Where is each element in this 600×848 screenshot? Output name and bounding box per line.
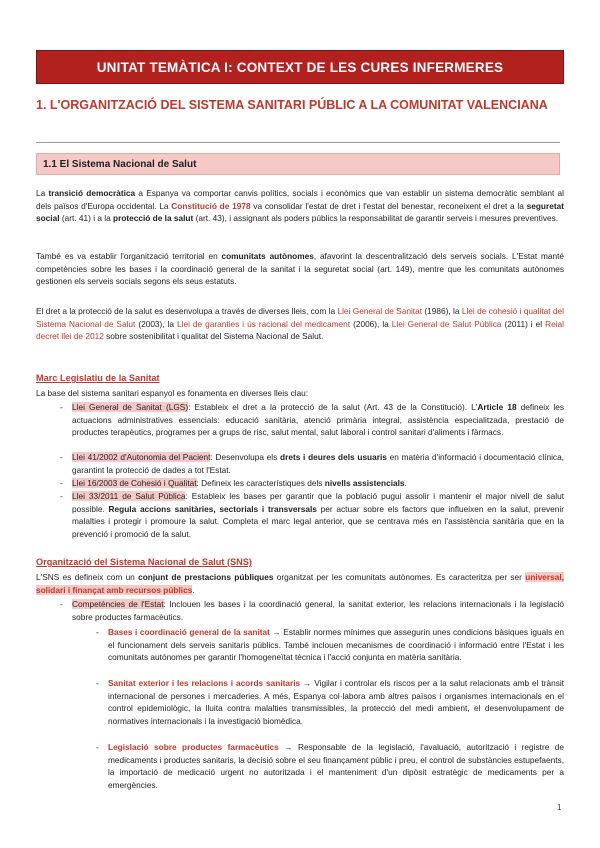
list-item: - Llei 16/2003 de Cohesió i Qualitat: Defineix les característiques dels nivells assistencials. (60, 478, 407, 488)
sns-heading: Organització del Sistema Nacional de Salut (SNS) (36, 557, 252, 567)
section-title: 1.1 El Sistema Nacional de Salut (43, 158, 197, 170)
link-llei-garanties[interactable]: Llei de garanties i ús racional del medicament (177, 318, 351, 329)
heading-divider (36, 142, 560, 143)
link-constitucio[interactable]: Constitució de 1978 (171, 200, 251, 211)
paragraph-lleis: El dret a la protecció de la salut es desenvolupa a través de diverses lleis, com la Llei General de Sanitat (1986), la Llei de cohesió i qualitat del Sistema Nacional de Salut (2003), la Llei de garanties i ús racional del medicament (2006), la Llei General de Salut Pública (2011) i el Reial decret llei de 2012 sobre sostenibilitat i qualitat del Sistema Nacional de Salut. (36, 306, 564, 342)
link-reial-decret[interactable]: Reial decret llei de 2012 (36, 318, 564, 342)
list-item: - Bases i coordinació general de la sanitat → Establir normes mínimes que assegurin unes condicions bàsiques iguals en el funcionament dels serveis sanitaris públics. També inclouen mecanismes de coordinació i informació entre l'Estat i les comunitats autònomes per garantir l'homogeneïtat tècnica i l'acció conjunta en matèria sanitària. (96, 627, 564, 663)
paragraph-comunitats: També es va establir l'organització territorial en comunitats autònomes, afavorint la descentralització dels serveis socials. L'Estat manté competències sobre les bases i la coordinació general de la sanitat i la seguretat social (art. 149), mentre que les comunitats autònomes gestionen els serveis socials segons els seus estatuts. (36, 251, 564, 287)
unit-title-banner: UNITAT TEMÀTICA I: CONTEXT DE LES CURES INFERMERES (36, 50, 564, 84)
list-item: - Competències de l'Estat: Inclouen les bases i la coordinació general, la sanitat exterior, les relacions internacionals i la legislació sobre productes farmacèutics. (60, 599, 564, 622)
list-item: - Llei General de Sanitat (LGS): Estableix el dret a la protecció de la salut (Art. 43 de la Constitució). L'Article 18 defineix les actuacions administratives essencials: educació sanitària, atenció primària integral, assistència especialitzada, prestació de productes terapèutics, programes per a grups de risc, salut mental, salut laboral i control sanitari d'aliments i fàrmacs. (60, 402, 564, 438)
marc-legislatiu-heading: Marc Legislatiu de la Sanitat (36, 373, 160, 383)
list-item: - Llei 33/2011 de Salut Pública: Estableix les bases per garantir que la població pugui assolir i mantenir el major nivell de salut possible. Regula accions sanitàries, sectorials i transversals per actuar sobre els factors que influeixen en la salut, prevenir malalties i protegir i promoure la salut. Completa el marc legal anterior, que se centrava més en l'assistència sanitària que en la prevenció i promoció de la salut. (60, 491, 564, 539)
list-item: - Legislació sobre productes farmacèutics → Responsable de la legislació, l'avaluació, autorització i registre de medicaments i productes sanitaris, la decisió sobre el seu finançament públic i preu, el control de substàncies estupefaents, la importació de medicació urgent no autoritzada i el manteniment d'un dipòsit estratègic de medicaments per a emergències. (96, 742, 564, 790)
link-llei-salut-publica[interactable]: Llei General de Salut Pública (391, 318, 502, 329)
link-lgs[interactable]: Llei General de Sanitat (337, 306, 423, 316)
list-item: - Sanitat exterior i les relacions i acords sanitaris → Vigilar i controlar els riscos per a la salut relacionats amb el trànsit internacional de persones i mercaderies. A més, Espanya col·labora amb altres països i organismes internacionals en el control epidemiològic, la lluita contra malalties transmissibles, la protecció del medi ambient, el desenvolupament de normatives internacionals i la investigació biomèdica. (96, 678, 564, 726)
section-heading (36, 153, 560, 175)
link-llei-cohesio[interactable]: Llei de cohesió i qualitat del Sistema Nacional de Salut (36, 306, 564, 329)
sns-intro: L'SNS es defineix com un conjunt de prestacions públiques organitzat per les comunitats autònomes. Es caracteritza per ser universal, solidari i finançat amb recursos públics. (36, 572, 564, 595)
paragraph-transicio: La transició democràtica a Espanya va comportar canvis polítics, socials i econòmics que van establir un sistema democràtic semblant al dels països d'Europa occidental. La Constitució de 1978 va consolidar l'estat de dret i l'estat del benestar, reconeixent el dret a la seguretat social (art. 41) i a la protecció de la salut (art. 43), i assignant als poders públics la responsabilitat de garantir serveis i mesures preventives. (36, 188, 565, 224)
marc-intro: La base del sistema sanitari espanyol es fonamenta en diverses lleis clau: (36, 388, 309, 398)
page-number: 1 (557, 803, 562, 812)
chapter-heading: 1. L'ORGANITZACIÓ DEL SISTEMA SANITARI PÚBLIC A LA COMUNITAT VALENCIANA (36, 98, 548, 112)
list-item: - Llei 41/2002 d'Autonomia del Pacient: Desenvolupa els drets i deures dels usuaris en matèria d'informació i documentació clínica, garantint la protecció de dades a tot l'Estat. (60, 452, 564, 475)
